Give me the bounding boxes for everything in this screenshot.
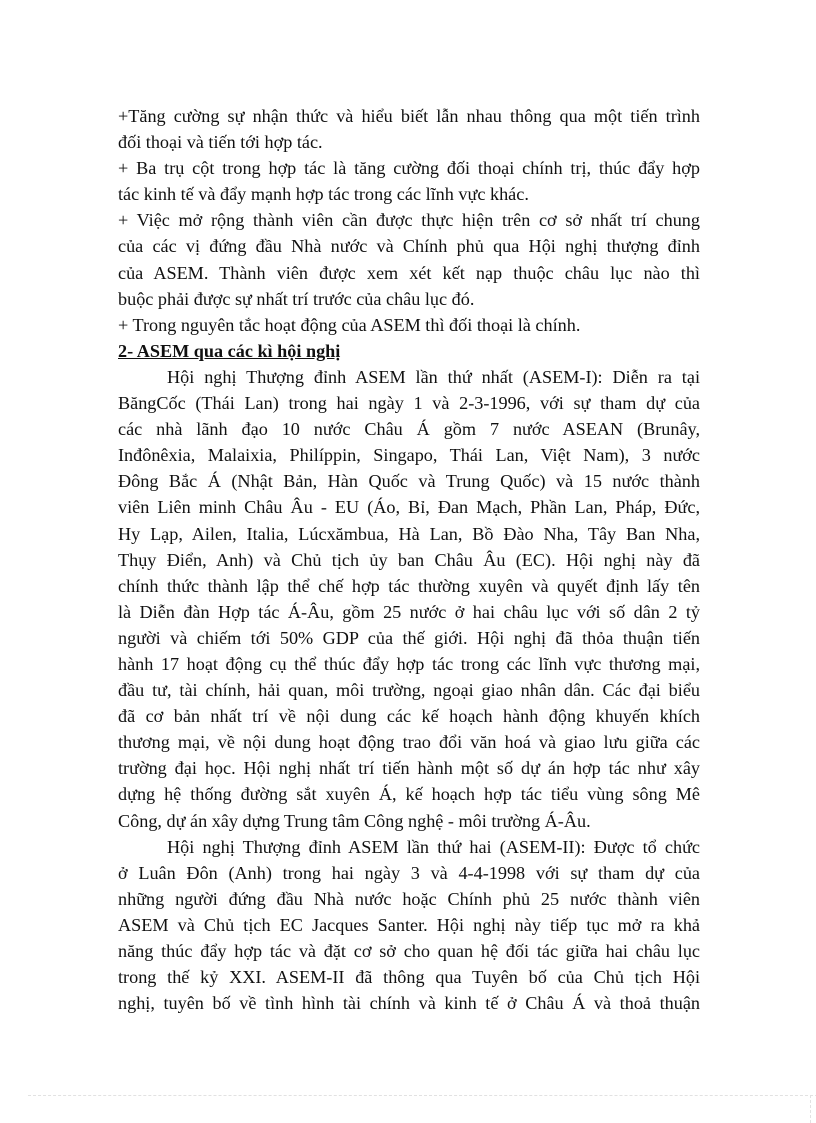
- text-line: tác kinh tế và đẩy mạnh hợp tác trong các lĩnh vực khác.: [118, 184, 529, 205]
- text-line: Thụy Điển, Anh) và Chủ tịch ủy ban Châu Âu (EC). Hội nghị này đã: [118, 549, 700, 570]
- text-line: Inđônêxia, Malaixia, Philíppin, Singapo, Thái Lan, Việt Nam), 3 nước: [118, 445, 700, 466]
- text-line: đối thoại và tiến tới hợp tác.: [118, 132, 323, 153]
- text-line: hành 17 hoạt động cụ thể thúc đẩy hợp tác trong các lĩnh vực thương mại,: [118, 653, 700, 674]
- text-line: dựng hệ thống đường sắt xuyên Á, kế hoạch hợp tác tiểu vùng sông Mê: [118, 784, 700, 805]
- text-line: trường đại học. Hội nghị nhất trí tiến hành một số dự án hợp tác như xây: [118, 758, 700, 779]
- text-line: nghị, tuyên bố về tình hình tài chính và kinh tế ở Châu Á và thoả thuận: [118, 993, 700, 1014]
- text-line: ASEM và Chủ tịch EC Jacques Santer. Hội nghị này tiếp tục mở ra khả: [118, 914, 700, 935]
- page-bottom-border: [28, 1095, 816, 1096]
- text-line: năng thúc đẩy hợp tác và đặt cơ sở cho quan hệ đối tác giữa hai châu lục: [118, 941, 700, 961]
- text-line: trong thế kỷ XXI. ASEM-II đã thông qua Tuyên bố của Chủ tịch Hội: [118, 967, 700, 988]
- text-line: +Tăng cường sự nhận thức và hiểu biết lẫn nhau thông qua một tiến trình: [118, 106, 700, 126]
- document-body: [118, 103, 700, 1016]
- text-line: chính thức thành lập thể chế hợp tác thường xuyên và quyết định lấy tên: [118, 575, 700, 596]
- text-line: các nhà lãnh đạo 10 nước Châu Á gồm 7 nước ASEAN (Brunây,: [118, 419, 700, 440]
- page-corner-border: [810, 1095, 811, 1123]
- text-line: Công, dự án xây dựng Trung tâm Công nghệ - môi trường Á-Âu.: [118, 810, 591, 831]
- text-line: người và chiếm tới 50% GDP của thế giới. Hội nghị đã thỏa thuận tiến: [118, 627, 700, 648]
- text-line: + Ba trụ cột trong hợp tác là tăng cường đối thoại chính trị, thúc đẩy hợp: [118, 158, 700, 179]
- text-line: của các vị đứng đầu Nhà nước và Chính phủ qua Hội nghị thượng đỉnh: [118, 236, 700, 257]
- text-line: + Trong nguyên tắc hoạt động của ASEM thì đối thoại là chính.: [118, 314, 581, 335]
- text-line: Hội nghị Thượng đỉnh ASEM lần thứ hai (ASEM-II): Được tổ chức: [167, 836, 700, 857]
- text-line: viên Liên minh Châu Âu - EU (Áo, Bỉ, Đan Mạch, Phần Lan, Pháp, Đức,: [118, 497, 700, 518]
- text-line: đầu tư, tài chính, hải quan, môi trường, ngoại giao nhân dân. Các đại biểu: [118, 680, 700, 701]
- text-line: của ASEM. Thành viên được xem xét kết nạp thuộc châu lục nào thì: [118, 262, 700, 283]
- text-line: buộc phải được sự nhất trí trước của châu lục đó.: [118, 288, 475, 309]
- text-line: đã cơ bản nhất trí về nội dung các kế hoạch hành động khuyến khích: [118, 706, 700, 727]
- text-line: Hội nghị Thượng đỉnh ASEM lần thứ nhất (ASEM-I): Diễn ra tại: [167, 366, 700, 387]
- text-line: + Việc mở rộng thành viên cần được thực hiện trên cơ sở nhất trí chung: [118, 210, 700, 231]
- text-line: ở Luân Đôn (Anh) trong hai ngày 3 và 4-4-1998 với sự tham dự của: [118, 862, 700, 883]
- text-line: là Diễn đàn Hợp tác Á-Âu, gồm 25 nước ở hai châu lục với số dân 2 tỷ: [118, 601, 700, 622]
- section-heading: 2- ASEM qua các kì hội nghị: [118, 340, 341, 361]
- text-line: BăngCốc (Thái Lan) trong hai ngày 1 và 2-3-1996, với sự tham dự của: [118, 393, 700, 414]
- text-line: những người đứng đầu Nhà nước hoặc Chính phủ 25 nước thành viên: [118, 888, 700, 909]
- text-line: thương mại, về nội dung hoạt động trao đổi văn hoá và giao lưu giữa các: [118, 732, 700, 753]
- text-line: Hy Lạp, Ailen, Italia, Lúcxămbua, Hà Lan, Bồ Đào Nha, Tây Ban Nha,: [118, 523, 700, 544]
- text-line: Đông Bắc Á (Nhật Bản, Hàn Quốc và Trung Quốc) và 15 nước thành: [118, 471, 700, 492]
